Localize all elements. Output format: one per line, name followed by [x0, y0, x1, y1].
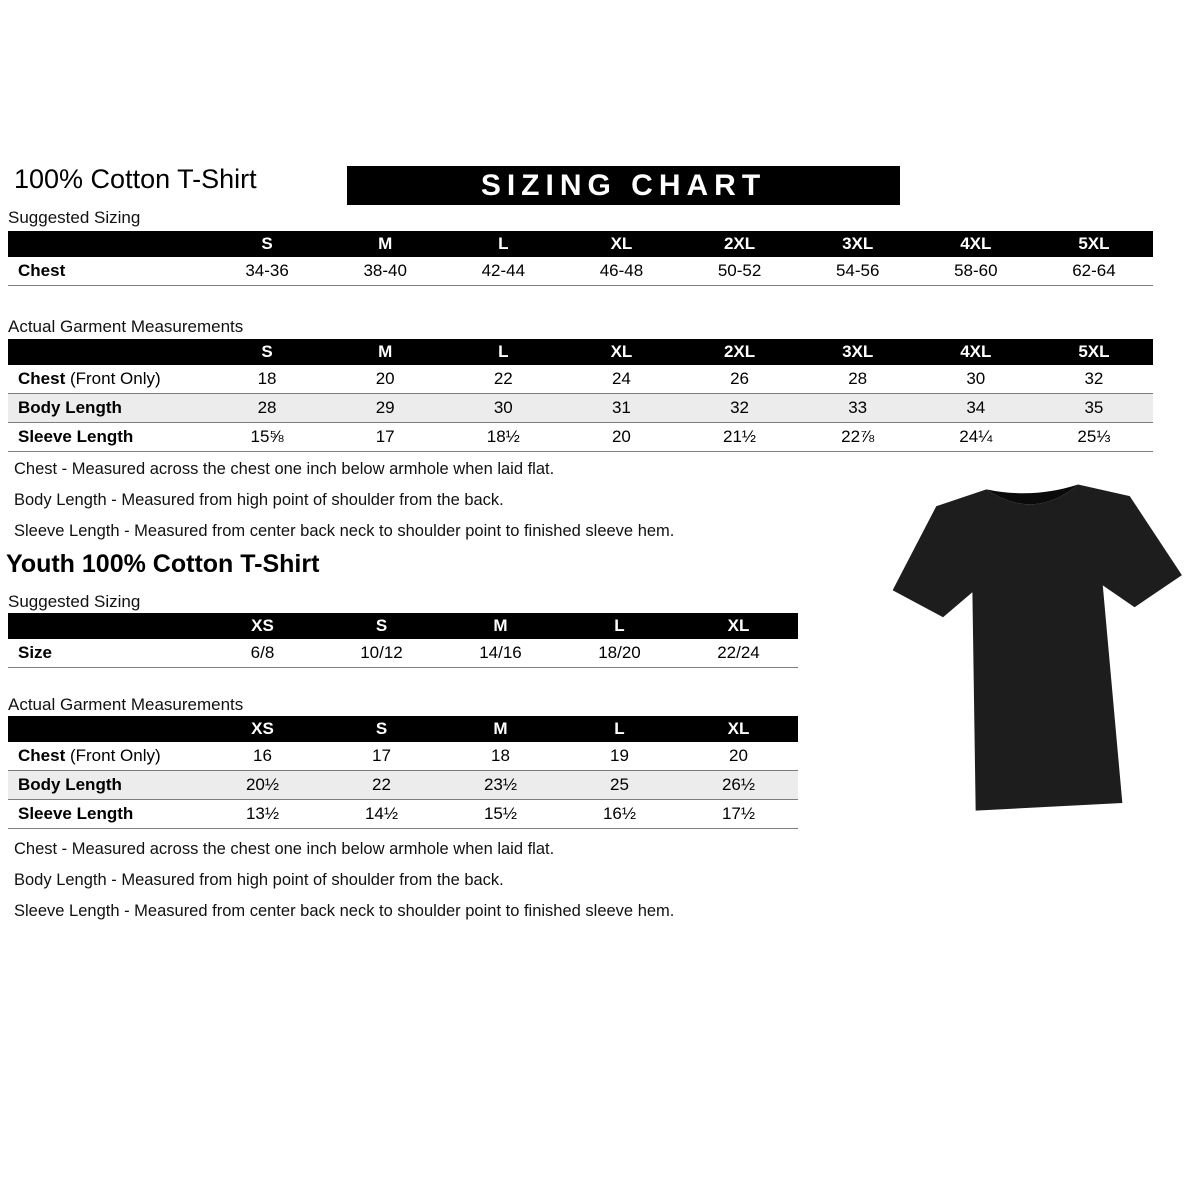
measurement-cell: 30 — [917, 365, 1035, 394]
measurement-cell: 34-36 — [208, 257, 326, 286]
measurement-cell: 17½ — [679, 800, 798, 829]
adult-suggested-sizing-table — [8, 231, 1153, 286]
youth-section-title: Youth 100% Cotton T-Shirt — [6, 550, 320, 578]
size-column-header: 4XL — [917, 339, 1035, 365]
size-column-header: 3XL — [799, 231, 917, 257]
row-label: Chest (Front Only) — [8, 742, 203, 771]
measurement-cell: 54-56 — [799, 257, 917, 286]
youth-measurement-notes — [14, 840, 674, 933]
table-row — [8, 639, 798, 668]
measurement-cell: 20 — [326, 365, 444, 394]
measurement-cell: 42-44 — [444, 257, 562, 286]
measurement-cell: 23½ — [441, 771, 560, 800]
youth-suggested-sizing-table — [8, 613, 798, 668]
size-column-header: L — [444, 231, 562, 257]
measurement-cell: 20½ — [203, 771, 322, 800]
tshirt-product-image — [888, 466, 1194, 842]
measurement-cell: 25⅓ — [1035, 423, 1153, 452]
measurement-cell: 14½ — [322, 800, 441, 829]
note-line: Sleeve Length - Measured from center back neck to shoulder point to finished sleeve hem. — [14, 522, 675, 540]
measurement-cell: 21½ — [681, 423, 799, 452]
adult-actual-measurements-label: Actual Garment Measurements — [8, 317, 244, 336]
size-column-header: XL — [562, 339, 680, 365]
corner-header — [8, 339, 208, 365]
table-row — [8, 800, 798, 829]
size-column-header: M — [441, 716, 560, 742]
size-column-header: XL — [562, 231, 680, 257]
row-label: Body Length — [8, 394, 208, 423]
size-column-header: 4XL — [917, 231, 1035, 257]
measurement-cell: 26½ — [679, 771, 798, 800]
measurement-cell: 17 — [326, 423, 444, 452]
table-row — [8, 742, 798, 771]
size-column-header: M — [326, 231, 444, 257]
measurement-cell: 22/24 — [679, 639, 798, 668]
size-column-header: L — [560, 613, 679, 639]
corner-header — [8, 613, 203, 639]
measurement-cell: 20 — [562, 423, 680, 452]
adult-section-title: 100% Cotton T-Shirt — [14, 164, 257, 194]
table-row — [8, 365, 1153, 394]
measurement-cell: 22⅞ — [799, 423, 917, 452]
measurement-cell: 26 — [681, 365, 799, 394]
table-header-row — [8, 339, 1153, 365]
measurement-cell: 22 — [322, 771, 441, 800]
size-column-header: S — [208, 231, 326, 257]
adult-measurement-notes — [14, 460, 674, 553]
note-line: Chest - Measured across the chest one inch below armhole when laid flat. — [14, 460, 555, 478]
measurement-cell: 25 — [560, 771, 679, 800]
size-column-header: S — [208, 339, 326, 365]
measurement-cell: 14/16 — [441, 639, 560, 668]
size-column-header: 2XL — [681, 231, 799, 257]
table-row — [8, 257, 1153, 286]
table-row — [8, 394, 1153, 423]
size-column-header: L — [444, 339, 562, 365]
corner-header — [8, 716, 203, 742]
size-column-header: 3XL — [799, 339, 917, 365]
row-label: Sleeve Length — [8, 800, 203, 829]
adult-suggested-sizing-label: Suggested Sizing — [8, 208, 141, 227]
size-column-header: S — [322, 716, 441, 742]
measurement-cell: 18 — [208, 365, 326, 394]
measurement-cell: 31 — [562, 394, 680, 423]
size-column-header: 5XL — [1035, 231, 1153, 257]
adult-actual-measurements-table — [8, 339, 1153, 452]
youth-actual-measurements-label: Actual Garment Measurements — [8, 695, 244, 714]
measurement-cell: 16½ — [560, 800, 679, 829]
size-column-header: XS — [203, 716, 322, 742]
size-column-header: 5XL — [1035, 339, 1153, 365]
measurement-cell: 46-48 — [562, 257, 680, 286]
measurement-cell: 13½ — [203, 800, 322, 829]
measurement-cell: 50-52 — [681, 257, 799, 286]
size-column-header: S — [322, 613, 441, 639]
measurement-cell: 15⅝ — [208, 423, 326, 452]
measurement-cell: 19 — [560, 742, 679, 771]
table-header-row — [8, 231, 1153, 257]
measurement-cell: 32 — [681, 394, 799, 423]
size-column-header: XS — [203, 613, 322, 639]
measurement-cell: 33 — [799, 394, 917, 423]
row-label: Chest — [8, 257, 208, 286]
measurement-cell: 29 — [326, 394, 444, 423]
row-label: Sleeve Length — [8, 423, 208, 452]
table-row — [8, 771, 798, 800]
size-column-header: 2XL — [681, 339, 799, 365]
measurement-cell: 22 — [444, 365, 562, 394]
size-column-header: L — [560, 716, 679, 742]
sizing-chart-banner — [347, 166, 900, 205]
measurement-cell: 28 — [799, 365, 917, 394]
measurement-cell: 38-40 — [326, 257, 444, 286]
measurement-cell: 30 — [444, 394, 562, 423]
measurement-cell: 17 — [322, 742, 441, 771]
measurement-cell: 32 — [1035, 365, 1153, 394]
table-row — [8, 423, 1153, 452]
measurement-cell: 10/12 — [322, 639, 441, 668]
table-header-row — [8, 716, 798, 742]
measurement-cell: 35 — [1035, 394, 1153, 423]
size-column-header: M — [326, 339, 444, 365]
measurement-cell: 20 — [679, 742, 798, 771]
size-column-header: M — [441, 613, 560, 639]
measurement-cell: 18 — [441, 742, 560, 771]
youth-suggested-sizing-label: Suggested Sizing — [8, 592, 141, 611]
measurement-cell: 34 — [917, 394, 1035, 423]
size-column-header: XL — [679, 716, 798, 742]
measurement-cell: 18/20 — [560, 639, 679, 668]
row-label: Size — [8, 639, 203, 668]
tshirt-body-shape — [888, 479, 1194, 814]
measurement-cell: 28 — [208, 394, 326, 423]
measurement-cell: 16 — [203, 742, 322, 771]
size-column-header: XL — [679, 613, 798, 639]
sizing-chart-banner-text: SIZING CHART — [480, 168, 767, 202]
note-line: Body Length - Measured from high point of shoulder from the back. — [14, 871, 504, 889]
corner-header — [8, 231, 208, 257]
note-line: Sleeve Length - Measured from center back neck to shoulder point to finished sleeve hem. — [14, 902, 675, 920]
row-label: Chest (Front Only) — [8, 365, 208, 394]
measurement-cell: 24¼ — [917, 423, 1035, 452]
table-header-row — [8, 613, 798, 639]
row-label: Body Length — [8, 771, 203, 800]
measurement-cell: 58-60 — [917, 257, 1035, 286]
measurement-cell: 18½ — [444, 423, 562, 452]
measurement-cell: 15½ — [441, 800, 560, 829]
note-line: Chest - Measured across the chest one inch below armhole when laid flat. — [14, 840, 555, 858]
note-line: Body Length - Measured from high point of shoulder from the back. — [14, 491, 504, 509]
measurement-cell: 24 — [562, 365, 680, 394]
measurement-cell: 6/8 — [203, 639, 322, 668]
measurement-cell: 62-64 — [1035, 257, 1153, 286]
youth-actual-measurements-table — [8, 716, 798, 829]
